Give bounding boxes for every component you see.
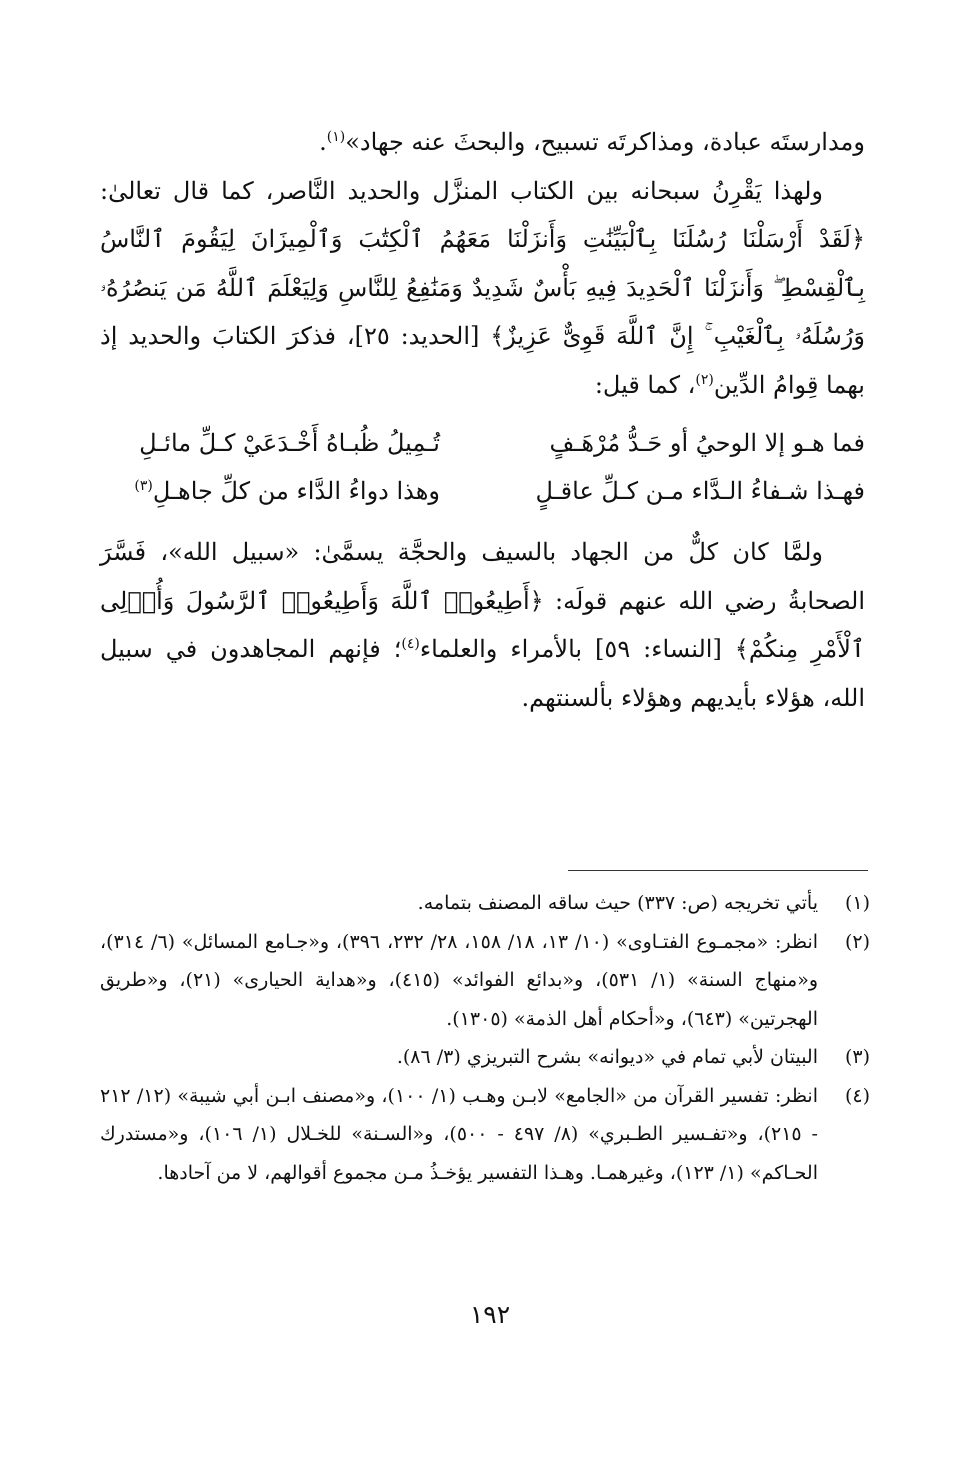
poem-line-1-first-hemistich: فما هـو إلا الوحيُ أو حَـدُّ مُرْهَـفٍ: [549, 429, 865, 457]
footnote-ref-4[interactable]: (٤): [401, 636, 420, 652]
paragraph-3: [100, 528, 865, 722]
paragraph-2-text: ولهذا يَقْرِنُ سبحانه بين الكتاب المنزَّل والحديد النَّاصر، كما قال تعالىٰ: ﴿لَقَدْ أَرْسَلْنَا رُسُلَنَا بِٱلْبَيِّنَٰتِ وَأَنزَلْنَا مَعَهُمُ ٱلْكِتَٰبَ وَٱلْمِيزَانَ لِيَقُومَ ٱلنَّاسُ بِٱلْقِسْطِ ۖ وَأَنزَلْنَا ٱلْحَدِيدَ فِيهِ بَأْسٌ شَدِيدٌ وَمَنَٰفِعُ لِلنَّاسِ وَلِيَعْلَمَ ٱللَّهُ مَن يَنصُرُهُۥ وَرُسُلَهُۥ بِٱلْغَيْبِ ۚ إِنَّ ٱللَّهَ قَوِىٌّ عَزِيزٌ﴾ [الحديد: ٢٥]، فذكرَ الكتابَ والحديد إذ بهما قِوامُ الدِّين: [100, 176, 865, 399]
footnote-number: (٣): [844, 1046, 870, 1068]
footnote-text: انظر: تفسير القرآن من «الجامع» لابـن وهـب (١/ ١٠٠)، و«مصنف ابـن أبي شيبة» (١٢/ ٢١٢ - ٢١٥)، و«تفـسير الطـبري» (٨/ ٤٩٧ - ٥٠٠)، و«السـنة» للخـلال (١/ ١٠٦)، و«مستدرك الحـاكم» (١/ ١٢٣)، وغيرهمـا. وهـذا التفسير يؤخـذُ مـن مجموع أقوالهم، لا من آحادها.: [100, 1084, 818, 1184]
paragraph-3-end: ؛ فإنهم المجاهدون في سبيل الله، هؤلاء بأيديهم وهؤلاء بألسنتهم.: [100, 635, 865, 712]
footnote-ref-1[interactable]: (١): [326, 129, 346, 145]
poem-line-2: [100, 467, 865, 515]
footnote-ref-2[interactable]: (٢): [695, 371, 714, 388]
footnotes: [100, 884, 870, 1192]
paragraph-1: [100, 118, 865, 167]
footnote-text: البيتان لأبي تمام في «ديوانه» بشرح التبريزي (٣/ ٨٦).: [396, 1046, 818, 1068]
paragraph-1-text: ومدارستَه عبادة، ومذاكرتَه تسبيح، والبحثَ عنه جهاد»: [345, 128, 865, 156]
poem-line-2-second-text: وهذا دواءُ الدَّاء من كلِّ جاهـلِ: [152, 477, 440, 505]
footnote-number: (١): [844, 892, 870, 914]
paragraph-1-end: .: [319, 128, 327, 156]
paragraph-2: [100, 167, 865, 410]
footnote-2: [100, 923, 870, 1039]
footnote-4: [100, 1077, 870, 1193]
poem-line-2-first-hemistich: فهـذا شـفاءُ الـدَّاء مـن كـلِّ عاقـلٍ: [535, 477, 865, 505]
footnote-number: (٤): [844, 1084, 870, 1107]
poem-line-2-second-hemistich: [100, 467, 440, 516]
poem: [100, 419, 865, 516]
poem-line-1-second-hemistich: تُـمِيلُ ظُبـاهُ أَخْـدَعَيْ كـلِّ مائـلِ: [139, 429, 440, 457]
footnote-3: [100, 1038, 870, 1077]
footnote-ref-3[interactable]: (٣): [134, 478, 153, 494]
footnote-text: انظر: «مجمـوع الفتـاوى» (١٠/ ١٣، ١٨/ ١٥٨، ٢٨/ ٢٣٢، ٣٩٦)، و«جـامع المسائل» (٦/ ٣١٤)، و«منهاج السنة» (١/ ٥٣١)، و«بدائع الفوائد» (٤١٥)، و«هداية الحيارى» (٢١)، و«طريق الهجرتين» (٦٤٣)، و«أحكام أهل الذمة» (١٣٠٥).: [100, 930, 819, 1030]
poem-line-1: [100, 419, 865, 467]
footnote-text: يأتي تخريجه (ص: ٣٣٧) حيث ساقه المصنف بتمامه.: [417, 892, 818, 914]
footnote-number: (٢): [844, 930, 870, 953]
main-text: [100, 118, 865, 722]
page-number: ١٩٢: [469, 1300, 511, 1329]
footnote-1: [100, 884, 870, 923]
footnote-separator: [568, 870, 868, 871]
paragraph-3-text: ولمَّا كان كلٌّ من الجهاد بالسيف والحجَّة يسمَّىٰ: «سبيل الله»، فَسَّرَ الصحابةُ رضي الله عنهم قولَه: ﴿أَطِيعُوا۟ ٱللَّهَ وَأَطِيعُوا۟ ٱلرَّسُولَ وَأُو۟لِى ٱلْأَمْرِ مِنكُمْ﴾ [النساء: ٥٩] بالأمراء والعلماء: [100, 538, 865, 663]
paragraph-2-end: ، كما قيل:: [594, 370, 696, 399]
